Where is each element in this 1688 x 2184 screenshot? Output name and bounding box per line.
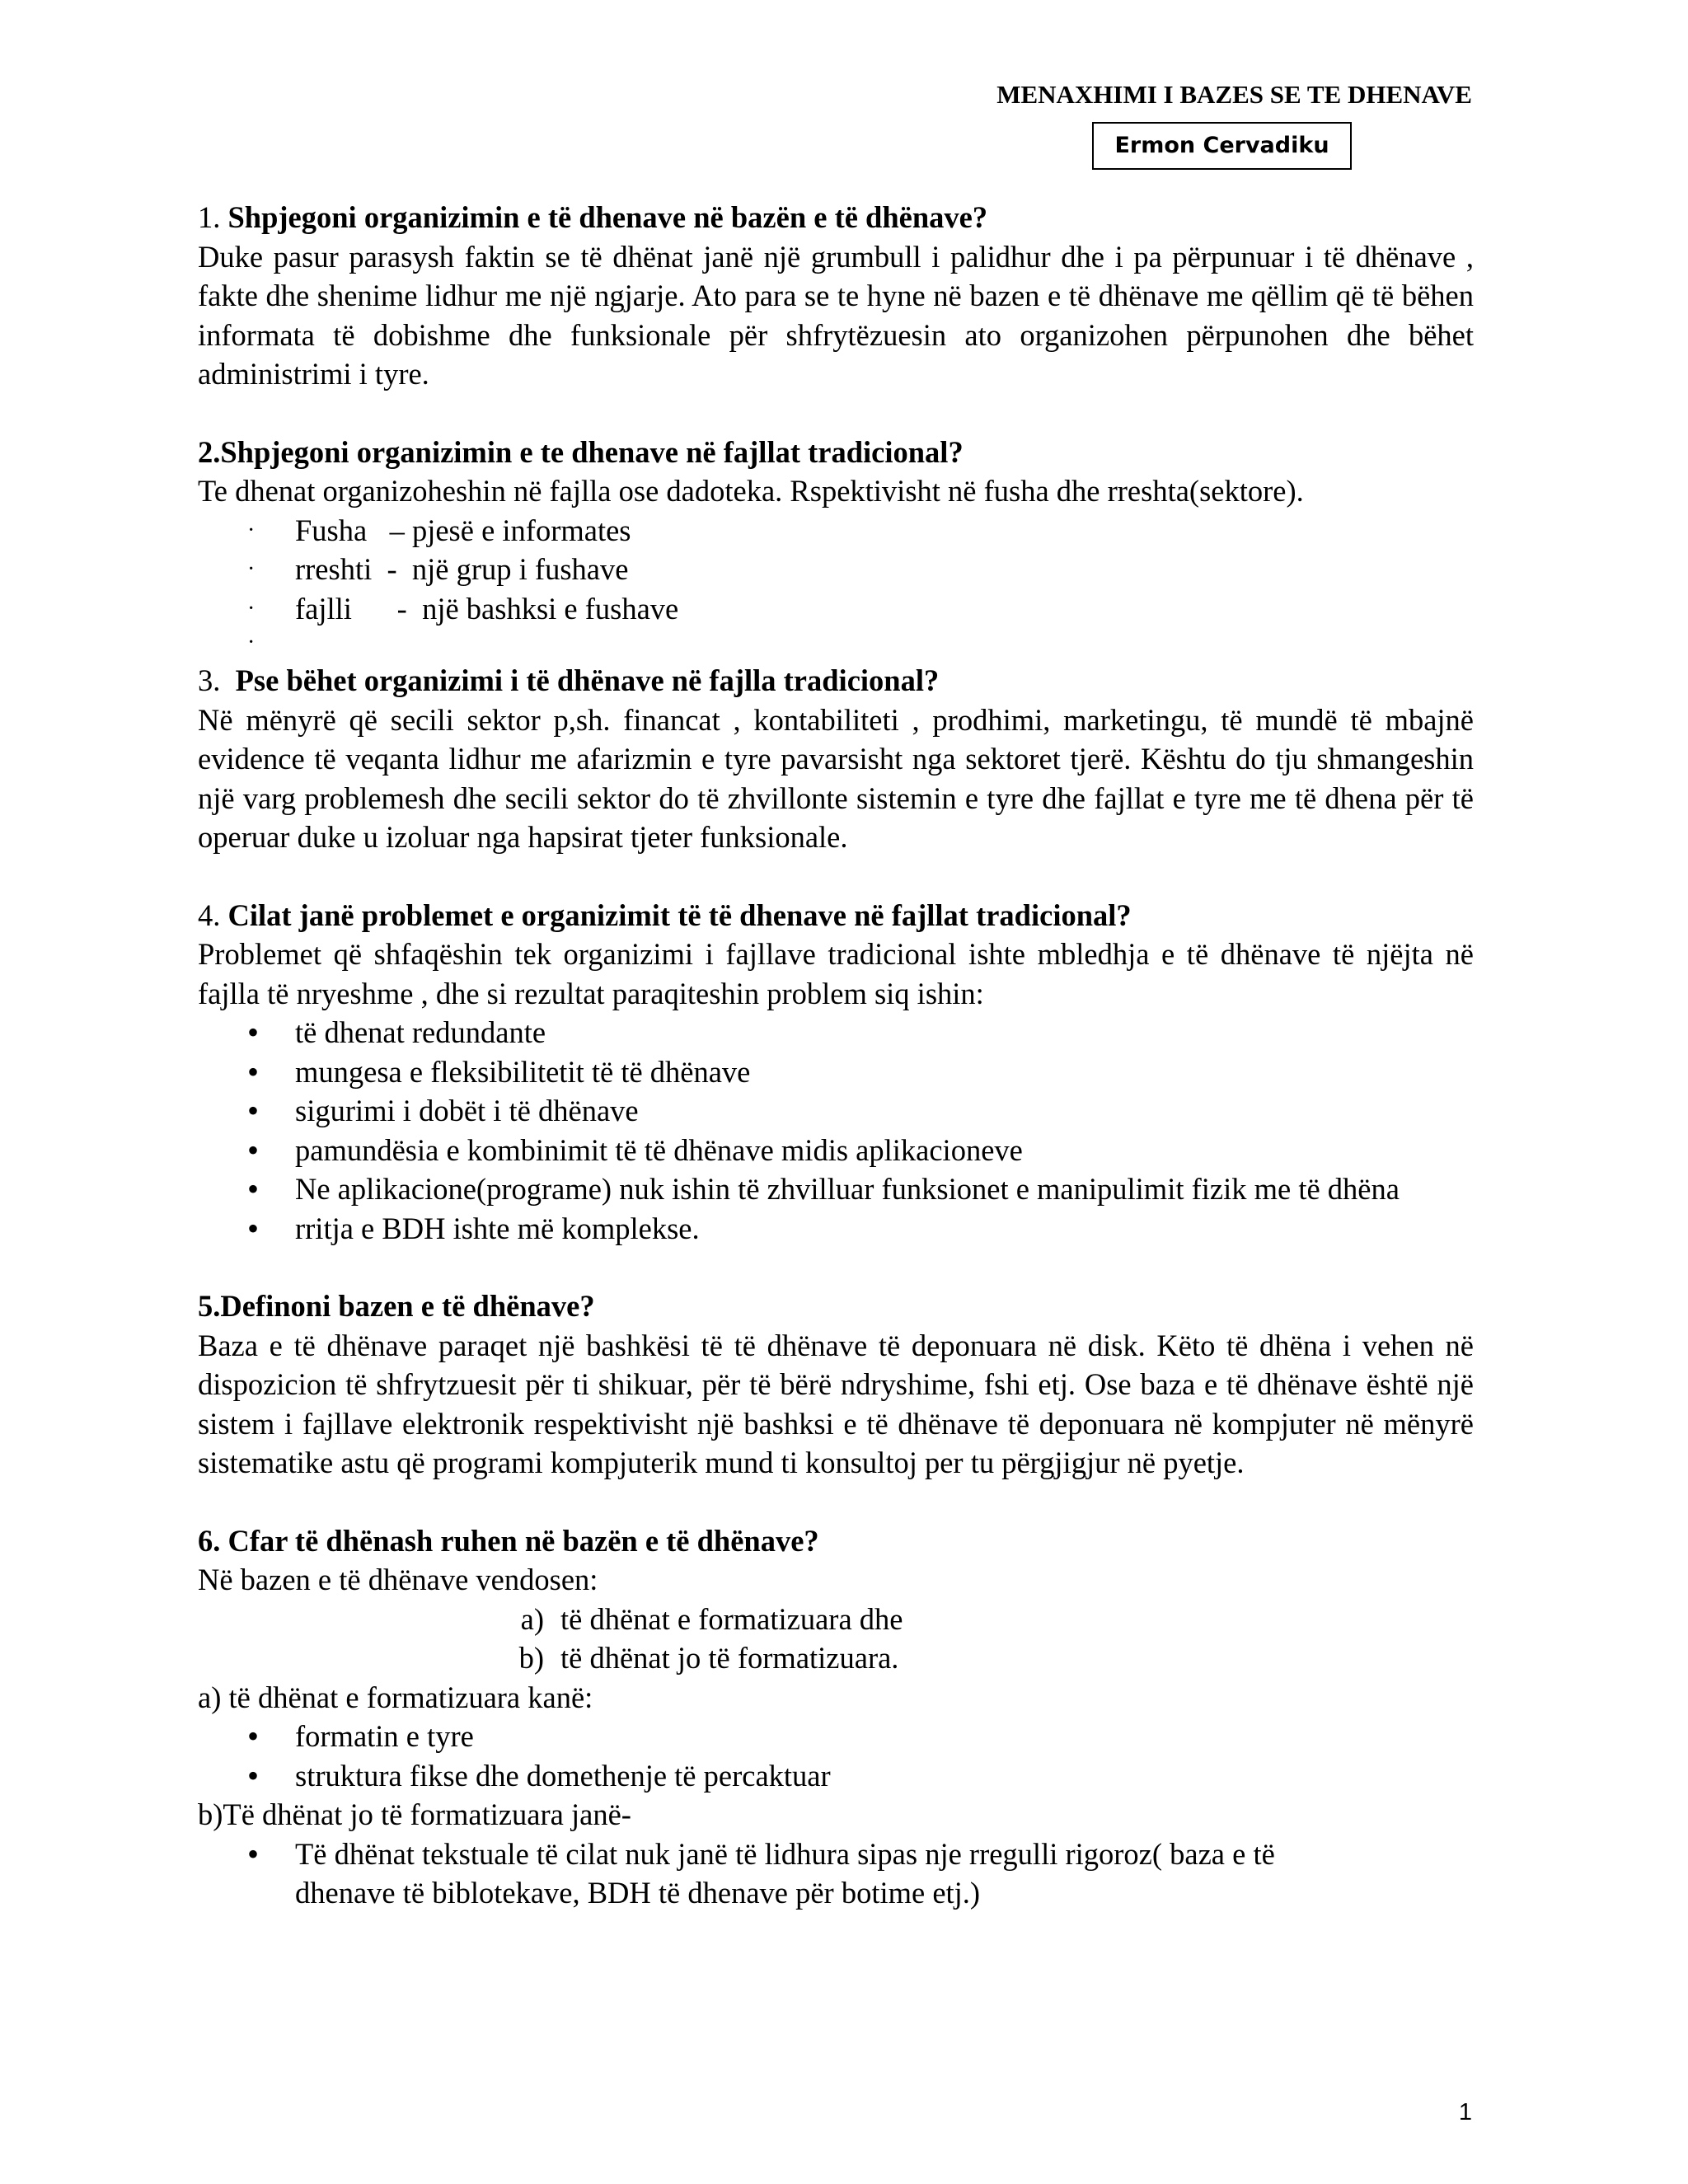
question-6-text: 6. Cfar të dhënash ruhen në bazën e të dhënave? (198, 1523, 819, 1558)
unformatted-data-heading: b)Të dhënat jo të formatizuara janë- (198, 1797, 631, 1831)
list-item: • struktura fikse dhe domethenje të percaktuar (247, 1756, 831, 1794)
answer-3: Në mënyrë që secili sektor p,sh. financat , kontabiliteti , prodhimi, marketingu, të mundë të mbajnë evidence të veqanta lidhur me afarizmin e tyre pavarsisht nga sektoret tjerë. Kështu do tju shmangeshin një varg problemesh dhe secili sektor do të zhvillonte sistemin e tyre dhe fajllat e tyre me të dhena për të operuar duke u izoluar nga hapsirat tjeter funksionale. (198, 702, 1474, 854)
list-item: · Fusha – pjesë e informates (198, 511, 1474, 551)
bullet-icon: • (247, 1052, 260, 1090)
answer-4: Problemet që shfaqëshin tek organizimi i fajllave tradicional ishte mbledhja e të dhënave të njëjta në fajlla të nryeshme , dhe si rezultat paraqiteshin problem siq ishin: (198, 937, 1474, 1010)
answer-1: Duke pasur parasysh faktin se të dhënat janë një grumbull i palidhur dhe i pa përpunuar i të dhënave , fakte dhe shenime lidhur me një ngjarje. Ato para se te hyne në bazen e të dhënave me qëllim që të bëhen informata të dobishme dhe funksionale për shfrytëzuesin ato organizohen përpunohen dhe bëhet administrimi i tyre. (198, 239, 1474, 391)
question-4 (198, 896, 1474, 935)
question-5 (198, 1286, 1474, 1326)
bullet-icon: • (247, 1170, 260, 1207)
author-name: Ermon Cervadiku (1114, 133, 1329, 159)
list-item: • të dhenat redundante (247, 1014, 546, 1051)
formatted-data-list (198, 1717, 1474, 1795)
question-1-number: 1. (198, 200, 228, 234)
data-type-list (198, 1600, 1474, 1678)
document-header-title: MENAXHIMI I BAZES SE TE DHENAVE (996, 80, 1472, 109)
question-4-text: Cilat janë problemet e organizimit të të dhenave në fajllat tradicional? (227, 898, 1132, 932)
dot-bullet-icon: · (247, 517, 256, 543)
list-item: a) të dhënat e formatizuara dhe (198, 1600, 1474, 1639)
list-item: b) të dhënat jo të formatizuara. (198, 1638, 1474, 1678)
dot-bullet-icon: · (247, 556, 256, 582)
section-2 (198, 433, 1474, 662)
section-3 (198, 661, 1474, 857)
section-5 (198, 1286, 1474, 1483)
question-3 (198, 661, 1474, 701)
question-5-text: 5.Definoni bazen e të dhënave? (198, 1289, 595, 1323)
list-item: • rritja e BDH ishte më komplekse. (247, 1209, 700, 1247)
unformatted-data-list (198, 1835, 1474, 1913)
field-list (198, 511, 1474, 629)
author-box (1092, 122, 1352, 170)
question-2 (198, 433, 1474, 472)
bullet-icon: • (247, 1131, 260, 1169)
formatted-data-heading: a) të dhënat e formatizuara kanë: (198, 1680, 593, 1714)
question-1-text: Shpjegoni organizimin e të dhenave në bazën e të dhënave? (227, 200, 988, 234)
bullet-icon: • (247, 1835, 260, 1872)
dot-bullet-icon: · (247, 595, 256, 621)
section-4 (198, 896, 1474, 1249)
question-3-number: 3. (198, 663, 236, 697)
section-6 (198, 1521, 1474, 1913)
list-item: • sigurimi i dobët i të dhënave (247, 1092, 639, 1129)
list-item: • Të dhënat tekstuale të cilat nuk janë të lidhura sipas nje rregulli rigoroz( baza e të dhenave të biblotekave, BDH të dhenave për botime etj.) (247, 1835, 1275, 1910)
list-marker: a) (520, 1601, 544, 1636)
list-item: • Ne aplikacione(programe) nuk ishin të zhvilluar funksionet e manipulimit fizik me të dhëna (247, 1170, 1400, 1207)
question-1 (198, 198, 1474, 237)
bullet-icon: • (247, 1209, 260, 1247)
dot-bullet-icon: · (247, 630, 256, 655)
question-3-text: Pse bëhet organizimi i të dhënave në fajlla tradicional? (235, 663, 940, 697)
question-6 (198, 1521, 1474, 1561)
question-4-number: 4. (198, 898, 228, 932)
bullet-icon: • (247, 1718, 260, 1755)
problem-list (198, 1013, 1474, 1248)
answer-2: Te dhenat organizoheshin në fajlla ose dadoteka. Rspektivisht në fusha dhe rreshta(sektore). (198, 474, 1304, 508)
list-marker: b) (518, 1641, 544, 1675)
list-item: · fajlli - një bashksi e fushave (198, 589, 1474, 629)
bullet-icon: • (247, 1092, 260, 1129)
answer-5: Baza e të dhënave paraqet një bashkësi të të dhënave të deponuara në disk. Këto të dhëna i vehen në dispozicion të shfrytzuesit për ti shikuar, për të bërë ndryshime, fshi etj. Ose baza e të dhënave është një sistem i fajllave elektronik respektivisht një bashksi e të dhënave të deponuara në kompjuter në mënyrë sistematike astu që programi kompjuterik mund ti konsultoj per tu përgjigjur në pyetje. (198, 1328, 1474, 1479)
bullet-icon: • (247, 1014, 260, 1051)
page-number: 1 (1458, 2099, 1472, 2125)
bullet-icon: • (247, 1756, 260, 1794)
list-item: • mungesa e fleksibilitetit të të dhënave (247, 1052, 751, 1090)
answer-6-intro: Në bazen e të dhënave vendosen: (198, 1563, 598, 1596)
document-body (198, 198, 1474, 1952)
list-item: · rreshti - një grup i fushave (198, 550, 1474, 589)
list-item: • formatin e tyre (247, 1718, 474, 1755)
section-1 (198, 198, 1474, 394)
question-2-text: 2.Shpjegoni organizimin e te dhenave në fajllat tradicional? (198, 434, 964, 469)
list-item: • pamundësia e kombinimit të të dhënave midis aplikacioneve (247, 1131, 1023, 1169)
empty-list-item (198, 628, 1474, 661)
